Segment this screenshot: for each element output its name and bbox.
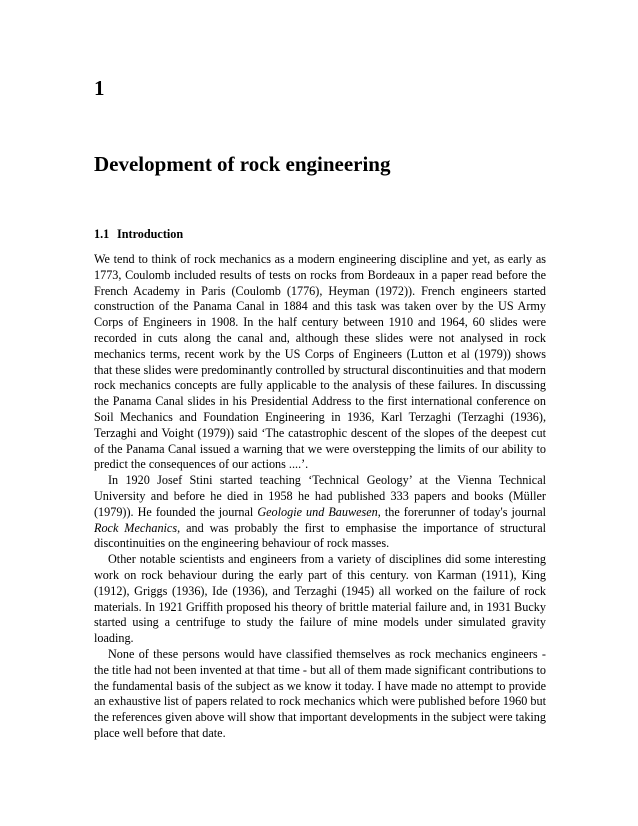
journal-title-rock-mechanics: Rock Mechanics xyxy=(94,520,178,535)
section-title: Introduction xyxy=(117,227,184,241)
paragraph-text: Other notable scientists and engineers from a variety of disciplines did some interesting work on rock behaviour during the early part of this century. von Karman (1911), King (1912), Griggs (1936), Ide (1936), and Terzaghi (1945) all worked on the failure of rock materials. In 1921 Griffith proposed his theory of brittle material failure and, in 1931 Bucky started using a centrifuge to study the failure of mine models under simulated gravity loading. xyxy=(94,552,546,646)
paragraph-4 xyxy=(94,647,546,742)
paragraph-text: , and was probably the first to emphasise the importance of structural discontinuities on the engineering behaviour of rock masses. xyxy=(94,520,546,551)
paragraph-text: None of these persons would have classified themselves as rock mechanics engineers - the title had not been invented at that time - but all of them made significant contributions to the fundamental basis of the subject as we know it today. I have made no attempt to provide an exhaustive list of papers related to rock mechanics which were published before 1960 but the references given above will show that important developments in the subject were taking place well before that date. xyxy=(94,646,546,740)
section-heading xyxy=(94,226,183,242)
paragraph-text: We tend to think of rock mechanics as a modern engineering discipline and yet, as early as 1773, Coulomb included results of tests on rocks from Bordeaux in a paper read before the French Academy in Paris (Coulomb (1776), Heyman (1972)). French engineers started construction of the Panama Canal in 1884 and this task was taken over by the US Army Corps of Engineers in 1908. In the half century between 1910 and 1964, 60 slides were recorded in cuts along the canal and, although these slides were not analysed in rock mechanics terms, recent work by the US Corps of Engineers (Lutton et al (1979)) shows that these slides were predominantly controlled by structural discontinuities and that modern rock mechanics concepts are fully applicable to the analysis of these failures. In discussing the Panama Canal slides in his Presidential Address to the first international conference on Soil Mechanics and Foundation Engineering in 1936, Karl Terzaghi (Terzaghi (1936), Terzaghi and Voight (1979)) said ‘The catastrophic descent of the slopes of the deepest cut of the Panama Canal issued a warning that we were overstepping the limits of our ability to predict the consequences of our actions ....’. xyxy=(94,252,546,472)
paragraph-text: , the forerunner of today's journal xyxy=(377,504,547,519)
body-text xyxy=(94,252,546,742)
chapter-number: 1 xyxy=(94,76,105,100)
paragraph-3 xyxy=(94,552,546,647)
section-number: 1.1 xyxy=(94,227,110,241)
paragraph-1 xyxy=(94,252,546,473)
paragraph-2 xyxy=(94,473,546,552)
paragraph-text: In 1920 Josef Stini started teaching ‘Technical Geology’ at the Vienna Technical University and before he died in 1958 he had published 333 papers and books (Müller (1979)). He founded the journal xyxy=(94,473,546,519)
journal-title-geologie: Geologie und Bauwesen xyxy=(257,504,378,519)
chapter-title: Development of rock engineering xyxy=(94,152,391,176)
